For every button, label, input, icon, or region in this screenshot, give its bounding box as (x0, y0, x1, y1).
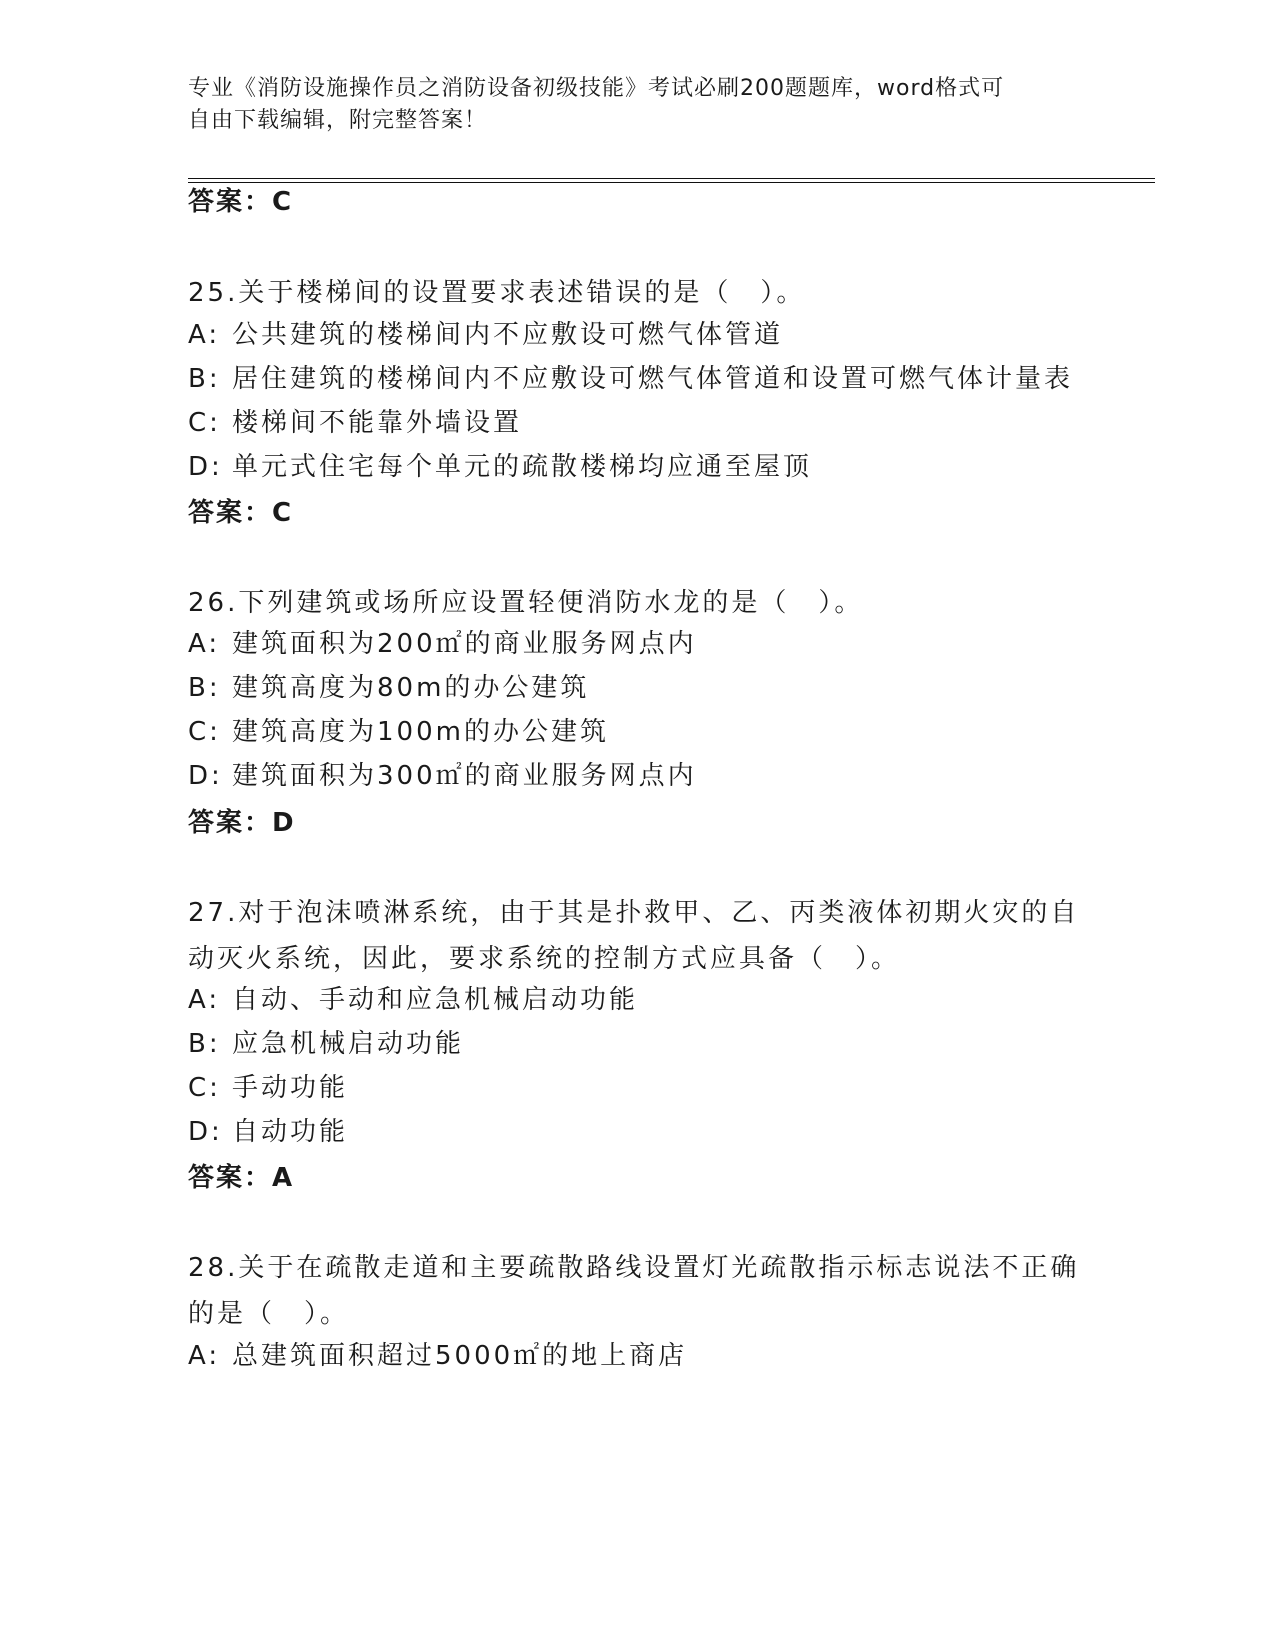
option-letter: C: (188, 1073, 221, 1103)
answer-label: 答案： (188, 808, 273, 838)
option-d (188, 759, 1088, 793)
question-text: 对于泡沫喷淋系统，由于其是扑救甲、乙、丙类液体初期火灾的自 (238, 898, 1080, 928)
answer-line (188, 806, 296, 840)
question-text-cont: 动灭火系统，因此，要求系统的控制方式应具备（ ）。 (188, 944, 901, 974)
option-text: 居住建筑的楼梯间内不应敷设可燃气体管道和设置可燃气体计量表 (232, 364, 1074, 394)
answer-label: 答案： (188, 1163, 273, 1193)
option-letter: D: (188, 1117, 223, 1147)
question-number: 25. (188, 278, 239, 308)
option-text: 应急机械启动功能 (232, 1029, 465, 1059)
option-text: 总建筑面积超过5000㎡的地上商店 (232, 1341, 688, 1371)
option-letter: D: (188, 761, 223, 791)
question-text-cont: 的是（ ）。 (188, 1299, 350, 1329)
option-letter: A: (188, 1341, 221, 1371)
option-text: 建筑高度为80m的办公建筑 (232, 673, 590, 703)
option-text: 自动、手动和应急机械启动功能 (232, 985, 639, 1015)
question-number: 26. (188, 588, 239, 618)
answer-value: A (272, 1163, 295, 1193)
answer-label: 答案： (188, 498, 273, 528)
question-25 (188, 270, 1088, 316)
answer-line (188, 1161, 294, 1195)
option-letter: A: (188, 985, 221, 1015)
question-26 (188, 580, 1088, 626)
option-c (188, 715, 1088, 749)
option-c (188, 1071, 1088, 1105)
option-b (188, 1027, 1088, 1061)
option-text: 建筑面积为200㎡的商业服务网点内 (232, 629, 697, 659)
option-c (188, 406, 1088, 440)
answer-value: D (272, 808, 296, 838)
option-letter: A: (188, 629, 221, 659)
header-double-rule (188, 178, 1155, 183)
option-b (188, 362, 1088, 396)
option-letter: C: (188, 717, 221, 747)
option-text: 手动功能 (232, 1073, 349, 1103)
option-letter: C: (188, 408, 221, 438)
header-line-1: 专业《消防设施操作员之消防设备初级技能》考试必刷200题题库，word格式可 (188, 76, 1005, 101)
answer-line (188, 496, 293, 530)
option-letter: A: (188, 320, 221, 350)
option-a (188, 627, 1088, 661)
option-text: 楼梯间不能靠外墙设置 (232, 408, 523, 438)
option-text: 建筑面积为300㎡的商业服务网点内 (232, 761, 697, 791)
answer-label: 答案： (188, 187, 273, 217)
option-text: 自动功能 (232, 1117, 349, 1147)
question-text: 下列建筑或场所应设置轻便消防水龙的是（ ）。 (238, 588, 864, 618)
question-text: 关于楼梯间的设置要求表述错误的是（ ）。 (238, 278, 806, 308)
option-b (188, 671, 1088, 705)
option-a (188, 318, 1088, 352)
option-d (188, 1115, 1088, 1149)
answer-value: C (272, 187, 294, 217)
question-number: 27. (188, 898, 239, 928)
question-27 (188, 890, 1088, 982)
header-line-2: 自由下载编辑，附完整答案！ (188, 108, 488, 133)
option-text: 建筑高度为100m的办公建筑 (232, 717, 609, 747)
option-a (188, 1339, 1088, 1373)
question-number: 28. (188, 1253, 239, 1283)
option-letter: B: (188, 673, 221, 703)
option-letter: B: (188, 364, 221, 394)
document-header (188, 73, 1088, 137)
option-a (188, 983, 1088, 1017)
option-letter: D: (188, 452, 223, 482)
question-28 (188, 1245, 1088, 1337)
option-text: 公共建筑的楼梯间内不应敷设可燃气体管道 (232, 320, 784, 350)
question-text: 关于在疏散走道和主要疏散路线设置灯光疏散指示标志说法不正确 (238, 1253, 1080, 1283)
answer-value: C (272, 498, 294, 528)
option-d (188, 450, 1088, 484)
option-text: 单元式住宅每个单元的疏散楼梯均应通至屋顶 (232, 452, 813, 482)
option-letter: B: (188, 1029, 221, 1059)
answer-line (188, 185, 293, 219)
